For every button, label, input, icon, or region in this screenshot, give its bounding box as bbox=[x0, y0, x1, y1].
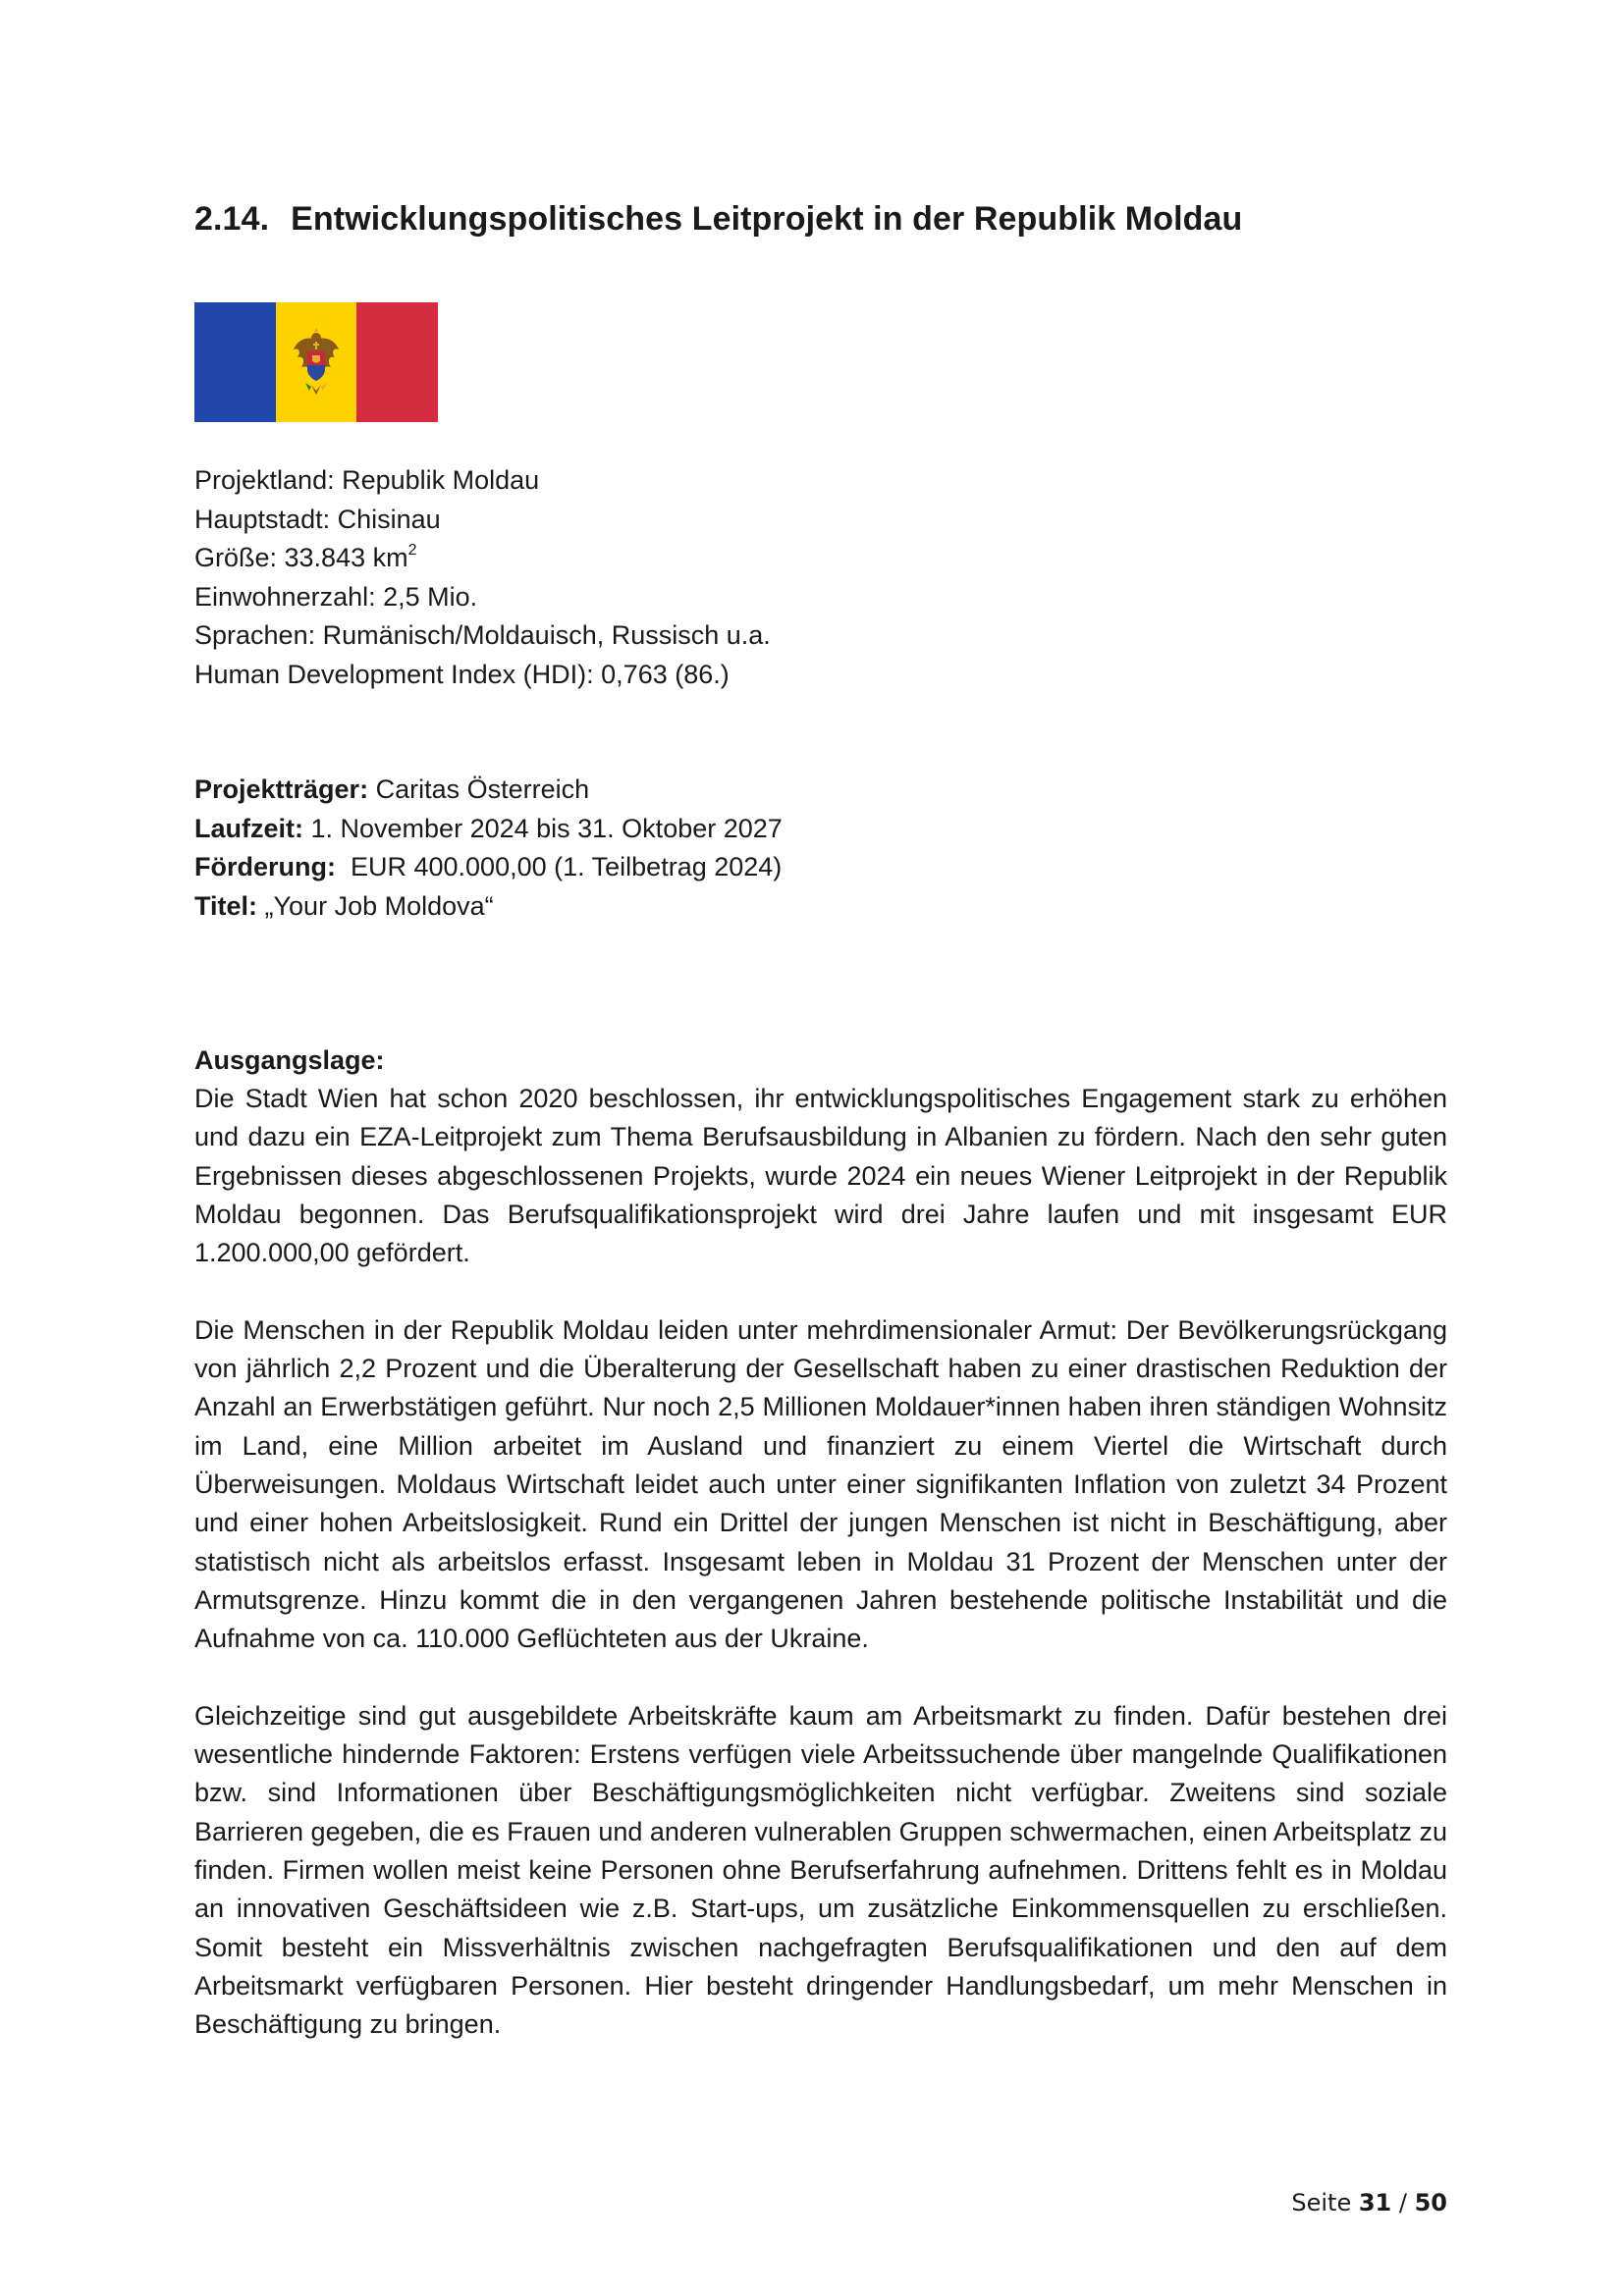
project-foerderung-value: EUR 400.000,00 (1. Teilbetrag 2024) bbox=[335, 852, 783, 881]
fact-groesse-text: Größe: 33.843 km bbox=[194, 543, 408, 572]
fact-sprachen: Sprachen: Rumänisch/Moldauisch, Russisch u.a. bbox=[194, 620, 771, 650]
project-traeger bbox=[194, 771, 1078, 810]
fact-groesse bbox=[194, 539, 1078, 578]
project-foerderung bbox=[194, 848, 1078, 887]
project-titel-value: „Your Job Moldova“ bbox=[257, 890, 494, 921]
project-traeger-label: Projektträger: bbox=[194, 774, 369, 804]
moldova-flag bbox=[194, 302, 438, 422]
section-heading-title: Entwicklungspolitisches Leitprojekt in der Republik Moldau bbox=[291, 200, 1243, 238]
flag-stripe-red bbox=[356, 302, 438, 422]
body-paragraph: Die Stadt Wien hat schon 2020 beschlossen, ihr entwicklungspolitisches Engagement stark zu erhöhen und dazu ein EZA-Leitprojekt zum Thema Berufsausbildung in Albanien zu fördern. Nach den sehr guten Ergebnissen dieses abgeschlossenen Projekts, wurde 2024 ein neues Wiener Leitprojekt in der Republik Moldau begonnen. Das Berufsqualifikationsprojekt wird drei Jahre laufen und mit insgesamt EUR 1.200.000,00 gefördert. bbox=[194, 1084, 1447, 1268]
section-heading bbox=[194, 200, 1471, 239]
project-traeger-value: Caritas Österreich bbox=[368, 774, 590, 804]
project-laufzeit bbox=[194, 810, 1078, 849]
flag-stripe-blue bbox=[194, 302, 276, 422]
flag-stripe-yellow bbox=[276, 302, 357, 422]
page-number bbox=[1178, 2189, 1447, 2216]
fact-groesse-superscript: 2 bbox=[407, 542, 417, 559]
ausgangslage-heading: Ausgangslage: bbox=[194, 1045, 385, 1075]
project-laufzeit-label: Laufzeit: bbox=[194, 813, 303, 843]
page-number-total: 50 bbox=[1414, 2189, 1447, 2216]
fact-projektland: Projektland: Republik Moldau bbox=[194, 465, 540, 495]
body-paragraph: Gleichzeitige sind gut ausgebildete Arbeitskräfte kaum am Arbeitsmarkt zu finden. Dafür bestehen drei wesentliche hindernde Faktoren: Erstens verfügen viele Arbeitssuchende über mangelnde Qualifikationen bzw. sind Informationen über Beschäftigungsmöglichkeiten nicht verfügbar. Zweitens sind soziale Barrieren gegeben, die es Frauen und anderen vulnerablen Gruppen schwermachen, einen Arbeitsplatz zu finden. Firmen wollen meist keine Personen ohne Berufserfahrung aufnehmen. Drittens fehlt es in Moldau an innovativen Geschäftsideen wie z.B. Start-ups, um zusätzliche Einkommensquellen zu erschließen. Somit besteht ein Missverhältnis zwischen nachgefragten Berufsqualifikationen und den auf dem Arbeitsmarkt verfügbaren Personen. Hier besteht dringender Handlungsbedarf, um mehr Menschen in Beschäftigung zu bringen. bbox=[194, 1700, 1447, 2040]
country-facts bbox=[194, 461, 1078, 694]
fact-einwohnerzahl: Einwohnerzahl: 2,5 Mio. bbox=[194, 581, 478, 612]
page-number-prefix: Seite bbox=[1291, 2189, 1359, 2216]
fact-hdi: Human Development Index (HDI): 0,763 (86.) bbox=[194, 659, 730, 689]
project-foerderung-label: Förderung: bbox=[194, 852, 336, 881]
page-number-current: 31 bbox=[1358, 2189, 1392, 2216]
section-number: 2.14. bbox=[194, 200, 270, 238]
project-titel bbox=[194, 887, 1078, 927]
moldova-coat-of-arms-icon bbox=[290, 326, 343, 399]
project-laufzeit-value: 1. November 2024 bis 31. Oktober 2027 bbox=[303, 813, 783, 843]
project-details bbox=[194, 771, 1078, 926]
body-paragraph: Die Menschen in der Republik Moldau leiden unter mehrdimensionaler Armut: Der Bevölkerungsrückgang von jährlich 2,2 Prozent und die Überalterung der Gesellschaft haben zu einer drastischen Reduktion der Anzahl an Erwerbstätigen geführt. Nur noch 2,5 Millionen Moldauer*innen haben ihren ständigen Wohnsitz im Land, eine Million arbeitet im Ausland und finanziert zu einem Viertel die Wirtschaft durch Überweisungen. Moldaus Wirtschaft leidet auch unter einer signifikanten Inflation von zuletzt 34 Prozent und einer hohen Arbeitslosigkeit. Rund ein Drittel der jungen Menschen ist nicht in Beschäftigung, aber statistisch nicht als arbeitslos erfasst. Insgesamt leben in Moldau 31 Prozent der Menschen unter der Armutsgrenze. Hinzu kommt die in den vergangenen Jahren bestehende politische Instabilität und die Aufnahme von ca. 110.000 Geflüchteten aus der Ukraine. bbox=[194, 1314, 1447, 1654]
ausgangslage-body bbox=[194, 1080, 1447, 2083]
project-titel-label: Titel: bbox=[194, 890, 258, 921]
fact-hauptstadt: Hauptstadt: Chisinau bbox=[194, 504, 441, 534]
page-number-separator: / bbox=[1391, 2189, 1415, 2216]
